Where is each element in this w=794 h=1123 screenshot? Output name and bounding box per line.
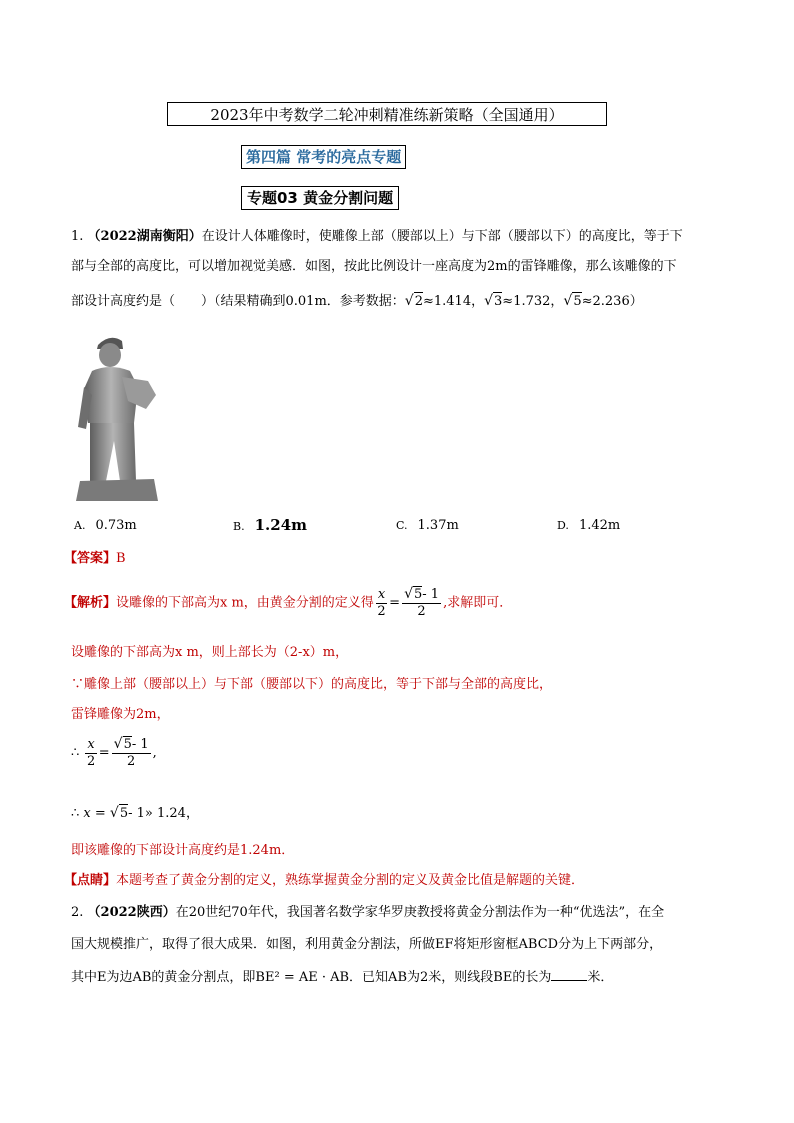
s-rhs-rest: - 1	[131, 737, 149, 752]
answer-line	[64, 550, 126, 568]
frac-2: 2	[377, 603, 386, 619]
choice-c-letter: C.	[396, 519, 408, 532]
choice-d[interactable]	[557, 518, 620, 533]
x-equals: x =	[83, 806, 106, 821]
q2-line3-end: 米．	[587, 970, 614, 985]
s-rhs-rad: 5	[123, 737, 132, 752]
topic-heading: 专题03 黄金分割问题	[241, 186, 399, 210]
q2-line1	[71, 904, 664, 922]
q1-line2: 部与全部的高度比，可以增加视觉美感．如图，按此比例设计一座高度为2m的雷锋雕像，那么该雕像的下	[71, 259, 677, 274]
choice-a-letter: A.	[74, 519, 86, 532]
ref-sqrt2: 2	[414, 294, 423, 309]
therefore-symbol: ∴	[71, 745, 80, 761]
comment-label: 【点睛】	[64, 873, 117, 888]
choice-b-letter: B.	[233, 520, 245, 533]
ref-sqrt5: 5	[573, 294, 582, 309]
q1-number: 1.	[71, 229, 84, 244]
s5-post: - 1» 1.24，	[128, 806, 199, 821]
rhs-den: 2	[417, 604, 426, 619]
analysis-text: 设雕像的下部高为x m，由黄金分割的定义得	[116, 595, 374, 611]
solution-line5: ∴ x = √5- 1» 1.24，	[71, 805, 199, 821]
s5-rad: 5	[119, 806, 129, 821]
q2-text1: 在20世纪70年代，我国著名数学家华罗庚教授将黄金分割法作为一种“优选法”，在全	[175, 905, 665, 920]
ref-sqrt3-value: ≈1.732，	[502, 294, 564, 309]
solution-line6: 即该雕像的下部设计高度约是1.24m．	[71, 843, 295, 858]
therefore-symbol-2: ∴	[71, 806, 80, 821]
choice-d-text: 1.42m	[578, 518, 621, 533]
s-rhs-den: 2	[127, 754, 136, 769]
analysis-text2: ,求解即可．	[443, 595, 513, 611]
comment-line	[64, 872, 584, 890]
q2-number: 2.	[71, 905, 84, 920]
choice-a[interactable]	[74, 518, 137, 533]
answer-blank[interactable]	[551, 968, 587, 981]
rhs-rad: 5	[413, 587, 423, 602]
solution-line1: 设雕像的下部高为x m，则上部长为（2-x）m，	[71, 645, 349, 660]
choice-a-text: 0.73m	[95, 518, 137, 533]
q2-source: （2022陕西）	[87, 905, 176, 920]
ref-sqrt5-value: ≈2.236）	[581, 294, 643, 309]
choice-b[interactable]	[233, 516, 307, 534]
ref-sqrt3: 3	[494, 294, 503, 309]
solution-line2: ∵雕像上部（腰部以上）与下部（腰部以下）的高度比，等于下部与全部的高度比，	[71, 677, 553, 692]
section-heading: 第四篇 常考的亮点专题	[241, 145, 406, 169]
q1-source: （2022湖南衡阳）	[87, 229, 202, 244]
s-frac-2: 2	[86, 753, 96, 769]
choice-b-text: 1.24m	[254, 516, 307, 534]
page-title: 2023年中考数学二轮冲刺精准练新策略（全国通用）	[167, 102, 607, 126]
choice-c[interactable]	[396, 518, 459, 533]
solution-line3: 雷锋雕像为2m，	[71, 707, 170, 722]
q1-line3: 部设计高度约是（ ）（结果精确到0.01m．参考数据：√2≈1.414，√3≈1.732，√5≈2.236）	[71, 293, 643, 309]
frac-x: x	[377, 586, 386, 602]
choice-c-text: 1.37m	[417, 518, 459, 533]
q2-line3	[71, 968, 613, 987]
s-frac-x: x	[87, 736, 95, 752]
q2-line3-text: 其中E为边AB的黄金分割点，即BE² = AE · AB．已知AB为2米，则线段BE的长为	[71, 970, 552, 985]
analysis-line: 【解析】设雕像的下部高为x m，由黄金分割的定义得 $\frac{x}{2}$ = $\frac{√5- 1}{2}$ ,求解即可．	[64, 586, 513, 619]
rhs-rest: - 1	[422, 587, 440, 602]
answer-label: 【答案】	[64, 551, 117, 566]
answer-value: B	[116, 551, 126, 566]
q1-line1	[71, 228, 683, 246]
analysis-label: 【解析】	[64, 595, 117, 611]
eq-sign: =	[389, 595, 401, 611]
statue-image	[76, 331, 158, 501]
s-eq-sign: =	[98, 745, 110, 761]
comment-text: 本题考查了黄金分割的定义，熟练掌握黄金分割的定义及黄金比值是解题的关键．	[116, 873, 585, 888]
q1-line3-text: 部设计高度约是（ ）（结果精确到0.01m．参考数据：	[71, 294, 405, 309]
s-comma: ,	[152, 745, 157, 761]
ref-sqrt2-value: ≈1.414，	[422, 294, 485, 309]
q1-text1: 在设计人体雕像时，使雕像上部（腰部以上）与下部（腰部以下）的高度比，等于下	[201, 229, 683, 244]
choice-d-letter: D.	[557, 519, 569, 532]
solution-line4: ∴ $\frac{x}{2}$ = $\frac{√5- 1}{2}$ ,	[71, 736, 157, 769]
q2-line2: 国大规模推广，取得了很大成果．如图，利用黄金分割法，所做EF将矩形窗框ABCD分为上下两部分，	[71, 937, 663, 952]
